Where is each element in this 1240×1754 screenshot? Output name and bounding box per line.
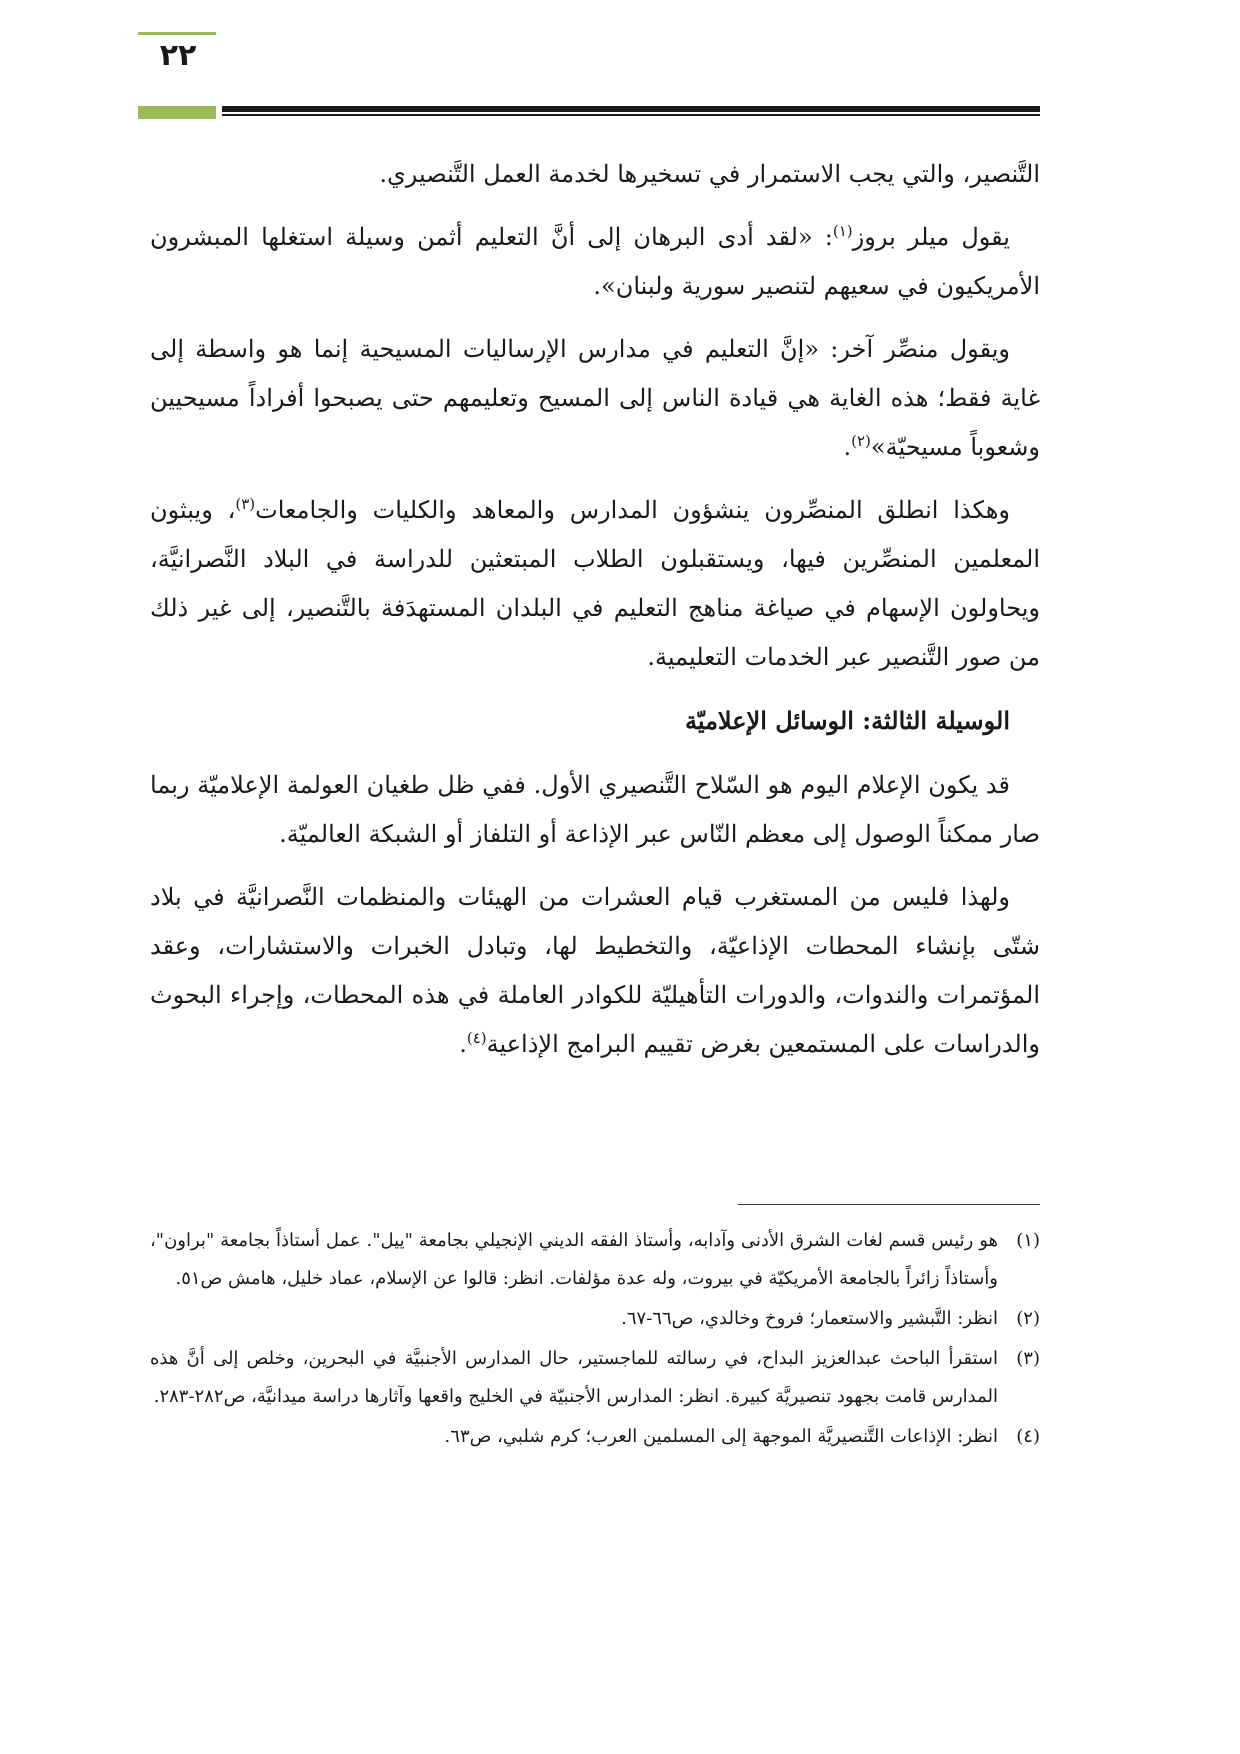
- section-heading: الوسيلة الثالثة: الوسائل الإعلاميّة: [684, 706, 1010, 735]
- footnote-text: هو رئيس قسم لغات الشرق الأدنى وآدابه، وأستاذ الفقه الديني الإنجيلي بجامعة "ييل". عمل أستاذاً بجامعة "براون"، وأستاذاً زائراً بالجامعة الأمريكيّة في بيروت، وله عدة مؤلفات. انظر: قالوا عن الإسلام، عماد خليل، هامش ص٥١.: [150, 1230, 998, 1289]
- paragraph: التَّنصير، والتي يجب الاستمرار في تسخيرها لخدمة العمل التَّنصيري.: [379, 160, 1040, 188]
- text-run: ، ويبثون المعلمين المنصِّرين فيها، ويستقبلون الطلاب المبتعثين للدراسة في البلاد النَّصرانيَّة، ويحاولون الإسهام في صياغة مناهج التعليم في البلدان المستهدَفة بالتَّنصير، إلى غير ذلك من صور التَّنصير عبر الخدمات التعليمية.: [150, 496, 1040, 671]
- footnote-text: انظر: الإذاعات التَّنصيريَّة الموجهة إلى المسلمين العرب؛ كرم شلبي، ص٦٣.: [444, 1426, 998, 1447]
- footnote-text: انظر: التَّبشير والاستعمار؛ فروخ وخالدي، ص٦٦-٦٧.: [621, 1308, 998, 1329]
- paragraph: [150, 325, 1040, 472]
- footnote-ref: (١): [832, 222, 853, 240]
- paragraph: [150, 486, 1040, 682]
- text-run: .: [459, 1030, 467, 1058]
- paragraph: [150, 873, 1040, 1069]
- footnote-number: (٢): [1016, 1308, 1040, 1329]
- footnote-ref: (٣): [235, 495, 256, 513]
- header-accent-top: [138, 32, 216, 35]
- footnote-number: (٤): [1016, 1426, 1040, 1447]
- footnotes: [150, 1222, 1040, 1458]
- text-run: يقول ميلر بروز: [852, 223, 1010, 251]
- footnote: [150, 1300, 1040, 1338]
- footnote-text: استقرأ الباحث عبدالعزيز البداح، في رسالته للماجستير، حال المدارس الأجنبيَّة في البحرين، وخلص إلى أنَّ هذه المدارس قامت بجهود تنصيريَّة كبيرة. انظر: المدارس الأجنبيّة في الخليج واقعها وآثارها دراسة ميدانيَّة، ص٢٨٢-٢٨٣.: [150, 1348, 998, 1407]
- text-run: وهكذا انطلق المنصِّرون ينشؤون المدارس والمعاهد والكليات والجامعات: [255, 496, 1010, 524]
- footnote: [150, 1340, 1040, 1416]
- footnote-separator: [738, 1204, 1040, 1205]
- footnote-ref: (٢): [851, 432, 871, 450]
- text-run: .: [843, 433, 852, 461]
- text-run: ولهذا فليس من المستغرب قيام العشرات من الهيئات والمنظمات النَّصرانيَّة في بلاد شتّى بإنشاء المحطات الإذاعيّة، والتخطيط لها، وتبادل الخبرات والاستشارات، وعقد المؤتمرات والندوات، والدورات التأهيليّة للكوادر العاملة في هذه المحطات، وإجراء البحوث والدراسات على المستمعين بغرض تقييم البرامج الإذاعية: [150, 883, 1041, 1058]
- footnote: [150, 1222, 1040, 1298]
- header-accent-bar: [138, 106, 216, 119]
- paragraph: قد يكون الإعلام اليوم هو السّلاح التَّنصيري الأول. ففي ظل طغيان العولمة الإعلاميّة ربما صار ممكناً الوصول إلى معظم النّاس عبر الإذاعة أو التلفاز أو الشبكة العالميّة.: [150, 771, 1040, 848]
- page-number: ٢٢: [159, 38, 197, 73]
- footnote-number: (٣): [1016, 1348, 1040, 1369]
- footnote: [150, 1418, 1040, 1456]
- footnote-number: (١): [1016, 1230, 1040, 1251]
- main-text: [150, 150, 1040, 1083]
- text-run: ويقول منصِّر آخر: «إنَّ التعليم في مدارس الإرساليات المسيحية إنما هو واسطة إلى غاية فقط؛ هذه الغاية هي قيادة الناس إلى المسيح وتعليمهم حتى يصبحوا أفراداً مسيحيين وشعوباً مسيحيّة»: [150, 335, 1040, 461]
- footnote-ref: (٤): [466, 1029, 487, 1047]
- header-rule: [222, 106, 1040, 112]
- text-run: : «لقد أدى البرهان إلى أنَّ التعليم أثمن وسيلة استغلها المبشرون الأمريكيون في سعيهم لتنصير سورية ولبنان».: [150, 223, 1040, 300]
- paragraph: [150, 213, 1040, 311]
- header-rule-thin: [222, 114, 1040, 116]
